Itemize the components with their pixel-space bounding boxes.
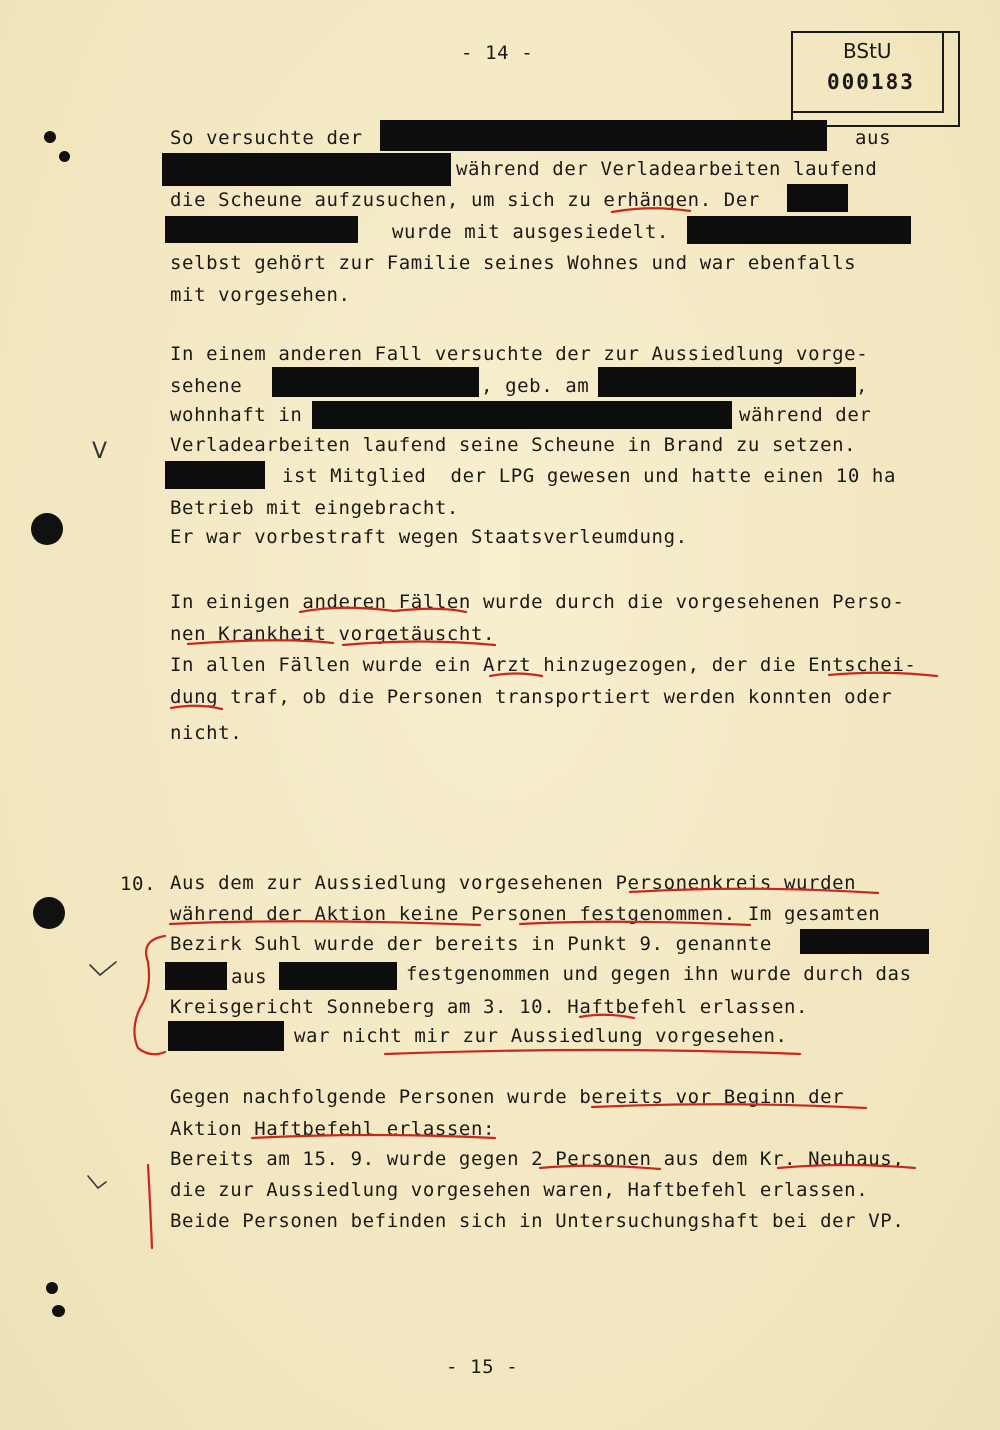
para4-line5: Kreisgericht Sonneberg am 3. 10. Haftbefehl erlassen. (170, 996, 809, 1018)
para2-line3a: wohnhaft in (170, 404, 303, 426)
check-mark (90, 962, 116, 975)
para5-line2: Aktion Haftbefehl erlassen: (170, 1118, 496, 1140)
para3-line2: nen Krankheit vorgetäuscht. (170, 623, 496, 645)
check-mark (88, 1176, 106, 1188)
underline-mark (252, 1135, 495, 1138)
para2-line1: In einem anderen Fall versuchte der zur Aussiedlung vorge- (170, 343, 869, 365)
page-number-top: - 14 - (461, 42, 534, 64)
underline-mark (829, 673, 937, 676)
para4-line6: war nicht mir zur Aussiedlung vorgesehen. (294, 1025, 788, 1047)
stamp-number: 000183 (827, 70, 915, 94)
para2-line2a: sehene (170, 375, 243, 397)
para2-line3b: während der (739, 404, 872, 426)
para2-line2c: , (856, 375, 869, 397)
para2-line4: Verladearbeiten laufend seine Scheune in Brand zu setzen. (170, 434, 857, 456)
section-number: 10. (120, 873, 157, 895)
para4-line3: Bezirk Suhl wurde der bereits in Punkt 9. genannte (170, 933, 772, 955)
para2-line2b: , geb. am (481, 375, 590, 397)
para1-line5: selbst gehört zur Familie seines Wohnes und war ebenfalls (170, 252, 857, 274)
para5-line3: Bereits am 15. 9. wurde gegen 2 Personen aus dem Kr. Neuhaus, (170, 1148, 905, 1170)
underline-mark (385, 1050, 800, 1054)
para1-line2: während der Verladearbeiten laufend (456, 158, 878, 180)
underline-mark (540, 1166, 660, 1169)
para3-line4: dung traf, ob die Personen transportiert werden konnten oder (170, 686, 893, 708)
underline-mark (170, 921, 750, 925)
para2-line6: Betrieb mit eingebracht. (170, 497, 459, 519)
margin-check-mark: V (92, 439, 108, 464)
stamp-agency: BStU (843, 39, 892, 63)
para4-line2: während der Aktion keine Personen festgenommen. Im gesamten (170, 903, 881, 925)
para3-line3: In allen Fällen wurde ein Arzt hinzugezogen, der die Entschei- (170, 654, 917, 676)
margin-line (148, 1165, 152, 1248)
margin-bracket (134, 936, 165, 1054)
para3-line1: In einigen anderen Fällen wurde durch die vorgesehenen Perso- (170, 591, 905, 613)
para2-line5: ist Mitglied der LPG gewesen und hatte einen 10 ha (282, 465, 896, 487)
para5-line1: Gegen nachfolgende Personen wurde bereits vor Beginn der (170, 1086, 845, 1108)
para4-line4a: aus (231, 966, 268, 988)
underline-mark (630, 889, 878, 893)
underline-mark (171, 706, 222, 709)
para1-line6: mit vorgesehen. (170, 284, 351, 306)
para4-line4b: festgenommen und gegen ihn wurde durch das (406, 963, 912, 985)
page-number-bottom: - 15 - (446, 1356, 519, 1378)
underline-mark (300, 608, 466, 612)
underline-mark (592, 1104, 866, 1108)
para2-line7: Er war vorbestraft wegen Staatsverleumdung. (170, 526, 688, 548)
para1-line3: die Scheune aufzusuchen, um sich zu erhängen. Der (170, 189, 760, 211)
para5-line4: die zur Aussiedlung vorgesehen waren, Haftbefehl erlassen. (170, 1179, 869, 1201)
para1-line4: wurde mit ausgesiedelt. (392, 221, 669, 243)
para5-line5: Beide Personen befinden sich in Untersuchungshaft bei der VP. (170, 1210, 905, 1232)
underline-mark (188, 640, 495, 645)
underline-mark (612, 208, 690, 212)
underline-mark (778, 1165, 915, 1168)
para1-line1b: aus (855, 127, 892, 149)
para1-line1a: So versuchte der (170, 127, 363, 149)
underline-mark (580, 1015, 634, 1018)
underline-mark (490, 674, 542, 677)
para4-line1: Aus dem zur Aussiedlung vorgesehenen Personenkreis wurden (170, 872, 857, 894)
para3-line5: nicht. (170, 722, 243, 744)
